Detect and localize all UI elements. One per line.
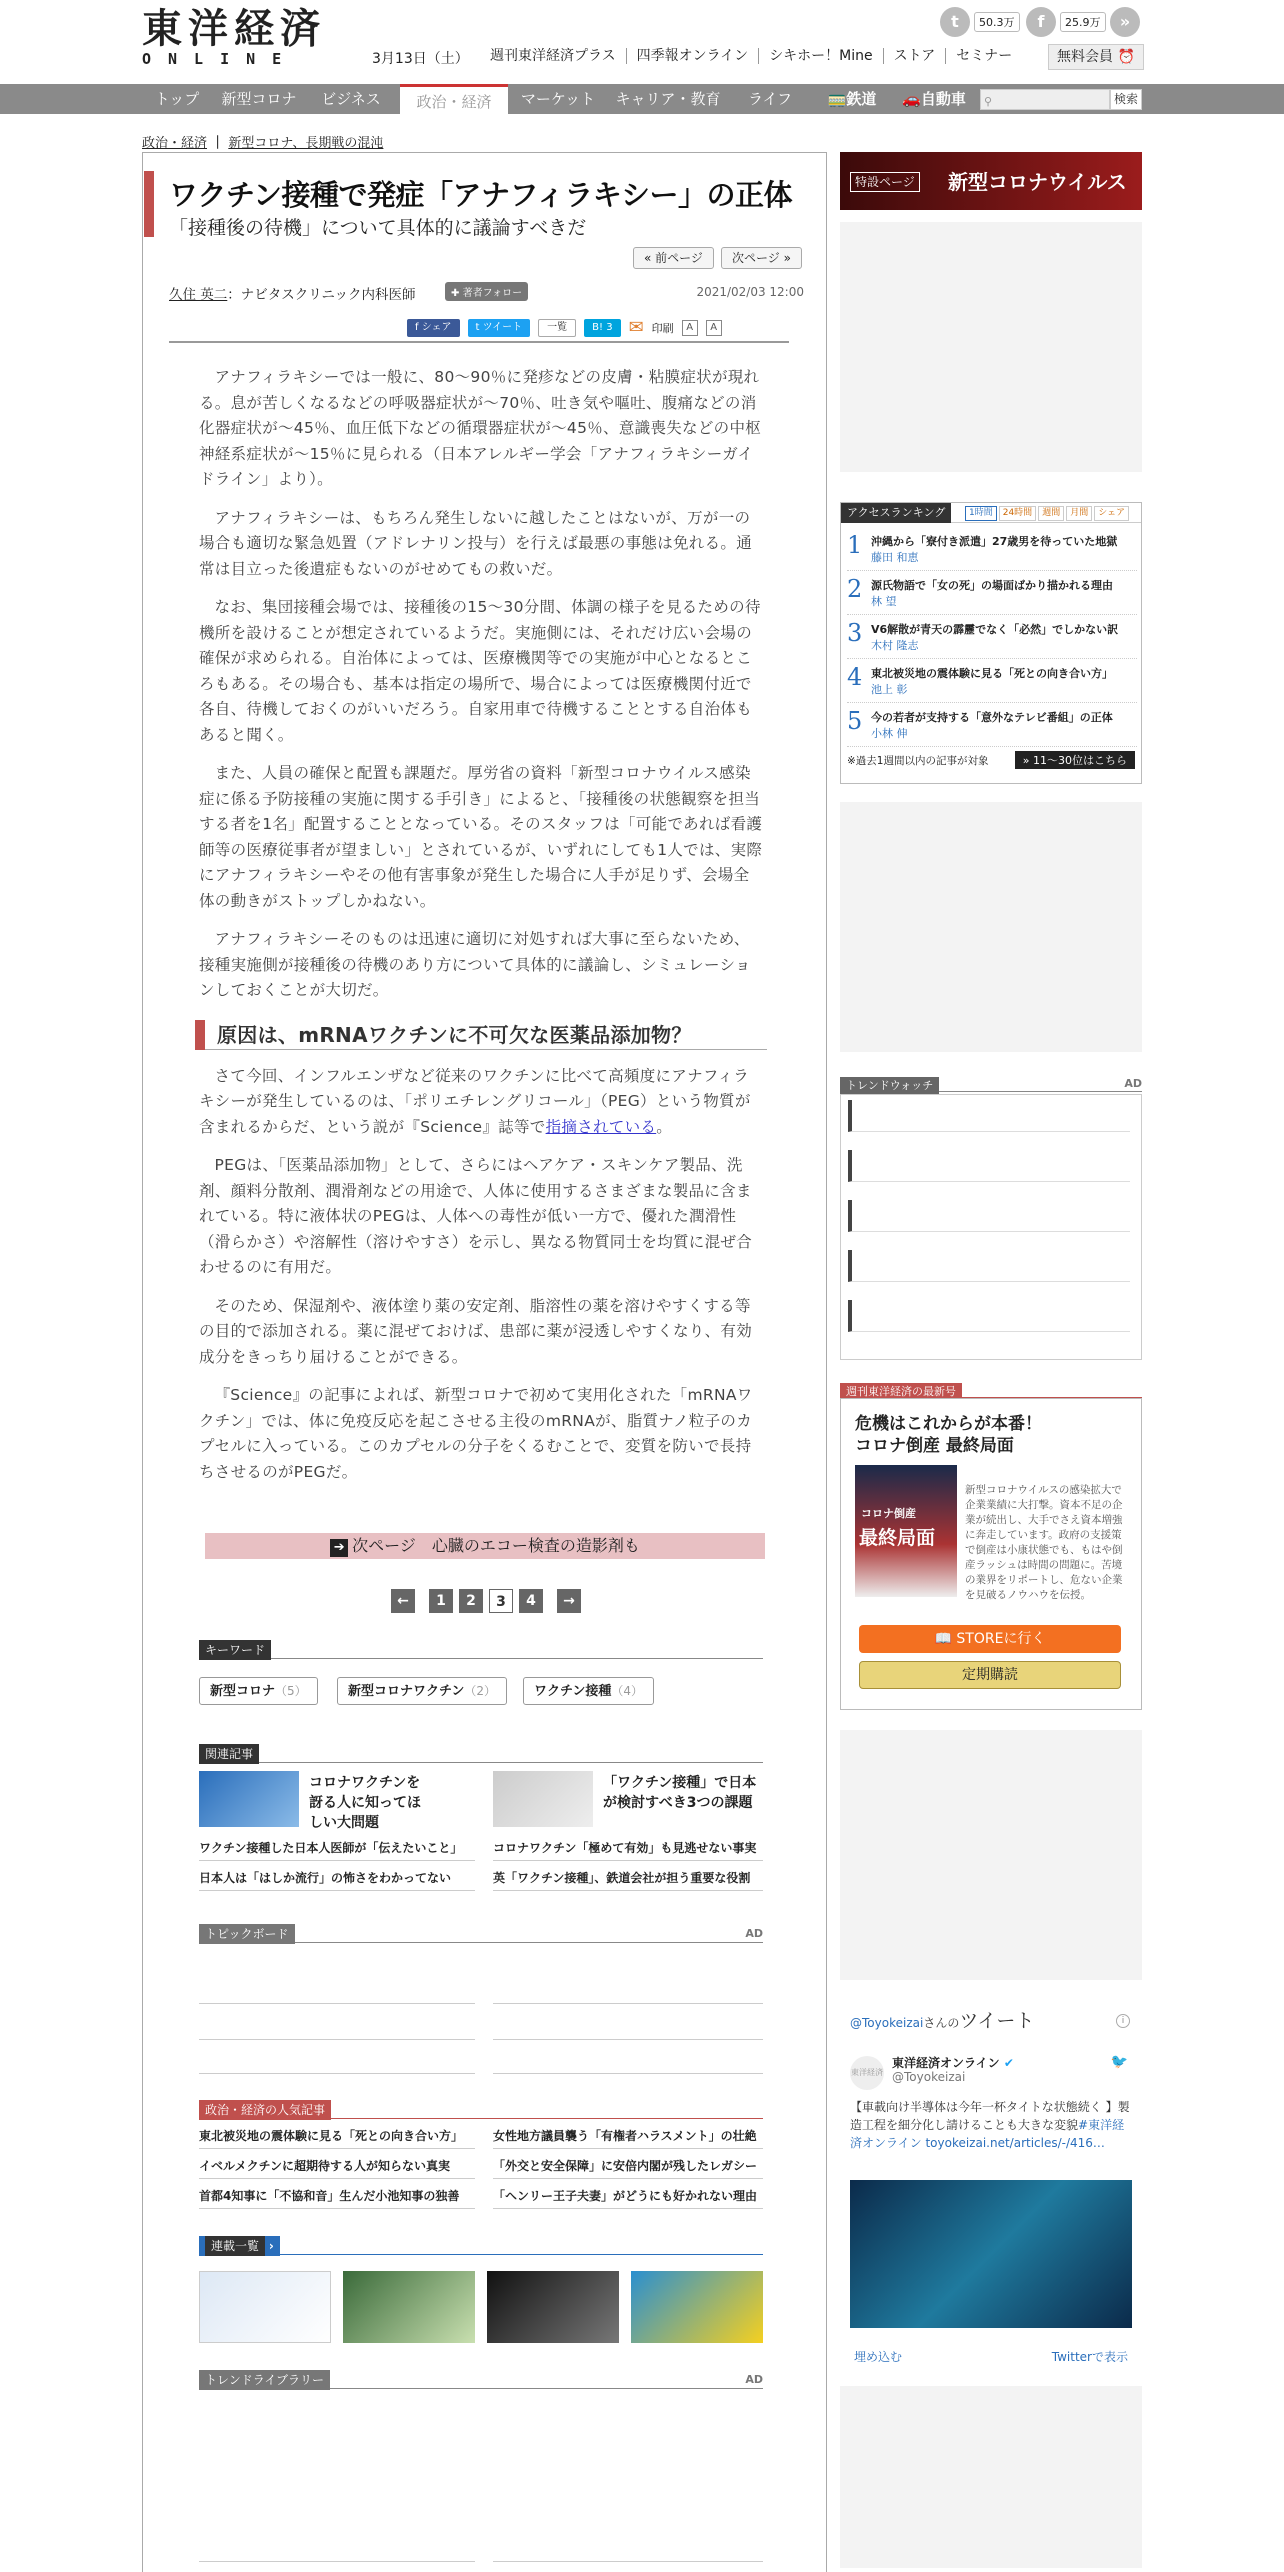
site-header [0, 0, 1284, 84]
related-card-title[interactable]: コロナワクチンを訝る人に知ってほしい大問題 [309, 1775, 421, 1831]
mail-icon[interactable]: ✉ [628, 317, 644, 338]
article-subtitle: 「接種後の待機」について具体的に議論すべきだ [169, 217, 587, 239]
tweet-body: 【車載向け半導体は今年一杯タイトな状態続く 】製造工程を細分化し請けることも大きな変貌 [850, 2100, 1130, 2132]
rank-number: 5 [847, 707, 863, 735]
ranking-more-button[interactable]: » 11～30位はこちら [1015, 751, 1135, 769]
author-role: ：ナビタスクリニック内科医師 [227, 287, 416, 303]
rss-link[interactable] [1110, 6, 1140, 38]
keyword-tag[interactable] [199, 1677, 318, 1705]
paragraph-text: 。 [656, 1117, 673, 1136]
train-icon: 🚃 [827, 90, 847, 108]
paragraph-text: さて今回、インフルエンザなど従来のワクチンに比べて高頻度にアナフィラキシーが発生しているのは、「ポリエチレングリコール」（PEG）という物質が含まれるからだ、という説が『Science』誌等で [199, 1066, 751, 1136]
rank-title: 東北被災地の震体験に見る「死との向き合い方」 [871, 667, 1113, 680]
search-icon: ⚲ [984, 95, 993, 108]
avatar[interactable]: 東洋経済 [850, 2056, 884, 2090]
divider [493, 2073, 763, 2074]
series-thumbnail[interactable] [487, 2271, 619, 2343]
ranking-item[interactable] [847, 659, 1137, 703]
view-on-twitter-link[interactable]: Twitterで表示 [1051, 2350, 1128, 2364]
related-link[interactable]: ワクチン接種した日本人医師が「伝えたいこと」 [199, 1839, 475, 1861]
nav-car-label: 自動車 [920, 90, 966, 108]
keyword-count: （2） [464, 1684, 496, 1698]
keyword-name: 新型コロナワクチン [348, 1684, 465, 1699]
divider [169, 341, 789, 343]
popular-link[interactable]: 「ヘンリー王子夫妻」がどうにも好かれない理由 [493, 2187, 763, 2209]
embed-link[interactable]: 埋め込む [854, 2350, 903, 2364]
tweet-account-name[interactable] [892, 2054, 1014, 2071]
breadcrumb-link[interactable]: 政治・経済 [142, 136, 208, 151]
top-link[interactable]: ストア [883, 48, 946, 64]
twitter-handle-link[interactable]: @Toyokeizai [850, 2016, 924, 2030]
ranking-footnote: ※過去1週間以内の記事が対象 [847, 755, 989, 767]
covid-banner-title: 新型コロナウイルス [948, 170, 1127, 194]
twitter-timeline-label: ツイート [959, 2010, 1035, 2032]
divider [493, 2039, 763, 2040]
ranking-tab[interactable]: 週間 [1038, 506, 1064, 521]
rank-title: 源氏物語で「女の死」の場面ばかり描かれる理由 [871, 579, 1113, 592]
ranking-item[interactable] [847, 571, 1137, 615]
hatena-count: 3 [606, 321, 613, 333]
twitter-handle-suffix: さんの [923, 2016, 960, 2030]
rss-icon: » [1110, 7, 1140, 37]
divider [493, 2561, 763, 2562]
divider [199, 2561, 475, 2562]
cover-text: コロナ倒産 [861, 1507, 916, 1520]
ranking-tab[interactable]: 1時間 [965, 506, 997, 521]
keyword-count: （5） [275, 1684, 307, 1698]
magazine-cover[interactable] [855, 1465, 957, 1597]
pager-current-page: 3 [489, 1589, 513, 1613]
trendwatch-item[interactable] [848, 1250, 1130, 1282]
inline-link[interactable]: 指摘されている [545, 1117, 657, 1136]
pager-page[interactable]: 4 [519, 1589, 543, 1613]
related-link[interactable]: 英「ワクチン接種」、鉄道会社が担う重要な役割 [493, 1869, 763, 1891]
author-name[interactable]: 久住 英二 [169, 287, 228, 303]
rank-author: 藤田 和恵 [871, 551, 919, 564]
book-icon: 📖 [934, 1631, 952, 1647]
article-column [142, 152, 827, 2572]
popular-link[interactable]: イベルメクチンに超期待する人が知らない真実 [199, 2157, 475, 2179]
pager-page[interactable]: 1 [429, 1589, 453, 1613]
main-nav [0, 84, 1284, 114]
ranking-title: アクセスランキング [841, 503, 951, 523]
member-button[interactable] [1048, 44, 1144, 70]
twitter-icon: t [475, 321, 483, 333]
font-large-button[interactable]: A [706, 320, 722, 336]
rank-number: 2 [847, 575, 863, 603]
title-accent-bar [144, 171, 154, 237]
magazine-headline [855, 1413, 1042, 1457]
member-label: 無料会員 [1057, 49, 1113, 65]
logo-sub-text: ONLINE [142, 50, 299, 68]
topicboard-title: トピックボード [199, 1924, 295, 1944]
keyword-tag[interactable] [337, 1677, 507, 1705]
article-paragraph: なお、集団接種会場では、接種後の15～30分間、体調の様子を見るための待機所を設けることが想定されているようだ。実施側には、それだけ広い会場の確保が求められる。自治体によっては、医療機関等での実施が中心となるところもある。その場合も、基本は指定の場所で、場合によっては医療機関付近で各自、待機しておくのがいいだろう。自家用車で待機することとする自治体もあると聞く。 [199, 598, 761, 744]
topicboard-header [199, 1923, 763, 1943]
series-header [199, 2235, 763, 2255]
magazine-headline-1: 危機はこれからが本番！ [855, 1414, 1042, 1434]
share-list-button[interactable]: 一覧 [538, 319, 576, 337]
breadcrumb-link[interactable]: 新型コロナ、長期戦の混沌 [228, 136, 384, 151]
rank-title: V6解散が青天の霹靂でなく「必然」でしかない訳 [871, 623, 1119, 636]
trendwatch-title: トレンドウォッチ [840, 1077, 939, 1095]
divider [199, 2003, 475, 2004]
alarm-clock-icon: ⏰ [1117, 49, 1135, 65]
article-paragraph [199, 1064, 763, 1141]
section-heading: 原因は、mRNAワクチンに不可欠な医薬品添加物？ [195, 1020, 767, 1050]
hatena-bookmark-button[interactable] [584, 319, 620, 337]
series-thumbnail[interactable] [199, 2271, 331, 2343]
top-links [490, 48, 1022, 64]
logo-main-text: 東洋経済 [142, 5, 326, 52]
ranking-item[interactable] [847, 615, 1137, 659]
related-link[interactable]: コロナワクチン「極めて有効」も見逃せない事実 [493, 1839, 763, 1861]
rank-author: 木村 隆志 [871, 639, 919, 652]
series-title-label: 連載一覧 [205, 2236, 265, 2256]
magazine-label: 週刊東洋経済の最新号 [840, 1383, 962, 1401]
rank-title: 沖縄から「寮付き派遣」27歳男を待っていた地獄 [871, 535, 1118, 548]
next-page-link[interactable] [205, 1533, 765, 1559]
tweet-text [850, 2098, 1132, 2152]
top-link[interactable]: シキホー！Mine [758, 48, 882, 64]
access-ranking [840, 502, 1142, 784]
ad-label: AD [1124, 1077, 1142, 1090]
popular-title: 政治・経済の人気記事 [199, 2100, 331, 2120]
keywords-header [199, 1639, 763, 1659]
trendwatch-item[interactable] [848, 1200, 1130, 1232]
pager-page[interactable]: 2 [459, 1589, 483, 1613]
hatena-icon: B! [592, 321, 607, 333]
related-thumbnail[interactable] [199, 1771, 299, 1827]
top-link[interactable]: 週刊東洋経済プラス [490, 48, 616, 64]
fb-share-label: シェア [421, 321, 452, 333]
ranking-tab[interactable]: シェア [1094, 506, 1129, 521]
ad-label: AD [745, 2373, 763, 2386]
keyword-name: 新型コロナ [210, 1684, 276, 1699]
twitter-share-button[interactable] [468, 319, 531, 337]
facebook-count: 25.9万 [1060, 12, 1106, 32]
print-button[interactable]: 印刷 [651, 321, 674, 335]
store-label: STOREに行く [956, 1631, 1046, 1647]
article-paragraph: アナフィラキシーは、もちろん発生しないに越したことはないが、万が一の場合も適切な緊急処置（アドレナリン投与）を行えば最悪の事態は免れる。通常は目立った後遺症もないのがせめてもの救いだ。 [199, 508, 753, 578]
search-button[interactable]: 検索 [1110, 89, 1142, 110]
magazine-box [840, 1398, 1142, 1710]
next-page-button[interactable]: 次ページ » [721, 247, 802, 269]
magazine-header [840, 1380, 1142, 1398]
account-name-text: 東洋経済オンライン [892, 2056, 1000, 2070]
twitter-count: 50.3万 [974, 12, 1020, 32]
article-title: ワクチン接種で発症「アナフィラキシー」の正体 [169, 178, 792, 212]
follow-label: 著者フォロー [462, 288, 523, 299]
divider [493, 2003, 763, 2004]
series-title[interactable] [199, 2236, 280, 2256]
nav-item-covid[interactable]: 新型コロナ [221, 90, 297, 108]
popular-link[interactable]: 「外交と安全保障」に安倍内閣が残したレガシー [493, 2157, 763, 2179]
twitter-timeline-header [850, 2006, 1034, 2033]
current-date: 3月13日（土） [372, 51, 469, 67]
tweet-handle[interactable]: @Toyokeizai [892, 2070, 966, 2084]
magazine-headline-2: コロナ倒産 最終局面 [855, 1436, 1014, 1456]
facebook-share-button[interactable] [407, 319, 460, 337]
nav-item-top[interactable]: トップ [154, 90, 200, 108]
ranking-tab[interactable]: 月間 [1066, 506, 1092, 521]
tweet-image[interactable] [850, 2180, 1132, 2328]
top-link[interactable]: 四季報オンライン [626, 48, 759, 64]
site-logo[interactable] [142, 5, 332, 70]
rank-number: 1 [847, 531, 863, 559]
font-small-button[interactable]: A [682, 320, 698, 336]
nav-item-life[interactable]: ライフ [747, 90, 793, 108]
keyword-count: （4） [611, 1684, 643, 1698]
related-card-title[interactable]: 「ワクチン接種」で日本が検討すべき3つの課題 [603, 1775, 757, 1811]
ranking-tab[interactable]: 24時間 [999, 506, 1036, 521]
divider [199, 2039, 475, 2040]
store-button[interactable] [859, 1625, 1121, 1653]
info-icon[interactable]: i [1116, 2014, 1130, 2028]
trendlibrary-title: トレンドライブラリー [199, 2370, 330, 2390]
verified-badge-icon: ✔ [1003, 2056, 1014, 2070]
author-byline [169, 283, 416, 303]
nav-item-career[interactable]: キャリア・教育 [615, 90, 721, 108]
rank-author: 小林 伸 [871, 727, 908, 740]
keyword-tag[interactable] [523, 1677, 654, 1705]
keyword-name: ワクチン接種 [534, 1684, 612, 1699]
related-header [199, 1743, 763, 1763]
popular-link[interactable]: 女性地方議員襲う「有権者ハラスメント」の壮絶 [493, 2127, 763, 2149]
pager-prev-icon[interactable]: ← [391, 1589, 415, 1613]
twitter-timeline [840, 2000, 1142, 2370]
next-page-label: 次ページ 心臓のエコー検査の造影剤も [352, 1536, 640, 1555]
search-input[interactable] [980, 89, 1110, 110]
related-title: 関連記事 [199, 1744, 259, 1764]
prev-page-button[interactable]: « 前ページ [633, 247, 714, 269]
article-paragraph: PEGは、「医薬品添加物」として、さらにはヘアケア・スキンケア製品、洗剤、顔料分散剤、潤滑剤などの用途で、人体に使用するさまざまな製品に含まれている。特に液体状のPEGは、人体への毒性が低い一方で、優れた潤滑性（滑らかさ）や溶解性（溶けやすさ）を示し、異なる物質同士を均質に混ぜ合わせるのに有用だ。 [199, 1156, 753, 1276]
ranking-item[interactable] [847, 703, 1137, 747]
facebook-follow[interactable] [1026, 6, 1106, 38]
pager-next-icon[interactable]: → [557, 1589, 581, 1613]
article-paragraph: また、人員の確保と配置も課題だ。厚労省の資料「新型コロナウイルス感染症に係る予防接種の実施に関する手引き」によると、「接種後の状態観察を担当する者を1名」配置することとなっている。そのスタッフは「可能であれば看護師等の医療従事者が望ましい」とされているが、いずれにしても1人では、実際にアナフィラキシーやその他有害事象が発生した場合に人手が足りず、会場全体の動きがストップしかねない。 [199, 764, 763, 910]
tw-share-label: ツイート [482, 321, 523, 333]
article-paragraph: そのため、保湿剤や、液体塗り薬の安定剤、脂溶性の薬を溶けやすくする等の目的で添加される。薬に混ぜておけば、患部に薬が浸透しやすくなり、有効成分をきっちり届けることができる。 [199, 1296, 753, 1366]
nav-railway-label: 鉄道 [846, 90, 877, 108]
keywords-title: キーワード [199, 1640, 271, 1660]
popular-header [199, 2099, 763, 2119]
trendwatch-item[interactable] [848, 1300, 1130, 1332]
pagination [391, 1589, 581, 1613]
rank-number: 3 [847, 619, 863, 647]
nav-item-business[interactable]: ビジネス [321, 90, 381, 108]
nav-item-market[interactable]: マーケット [520, 90, 596, 108]
popular-link[interactable]: 首都4知事に「不協和音」生んだ小池知事の独善 [199, 2187, 475, 2209]
top-link[interactable]: セミナー [945, 48, 1022, 64]
article-paragraph: アナフィラキシーそのものは迅速に適切に対処すれば大事に至らないため、接種実施側が接種後の待機のあり方について具体的に議論し、シミュレーションしておくことが大切だ。 [199, 930, 751, 999]
car-icon: 🚗 [902, 90, 921, 108]
special-page-tag: 特設ページ [850, 172, 920, 192]
series-thumbnail[interactable] [631, 2271, 763, 2343]
rank-title: 今の若者が支持する「意外なテレビ番組」の正体 [871, 711, 1113, 724]
cover-text: 最終局面 [859, 1527, 936, 1549]
related-thumbnail[interactable] [493, 1771, 593, 1827]
trendwatch-header [840, 1074, 1142, 1092]
ad-placeholder [840, 802, 1142, 1052]
nav-item-car[interactable] [894, 84, 974, 114]
divider [199, 2073, 475, 2074]
plus-icon: ✚ [451, 288, 460, 299]
ad-placeholder [840, 1730, 1142, 1980]
article-body [199, 365, 763, 1498]
article-paragraph: 『Science』の記事によれば、新型コロナで初めて実用化された「mRNAワクチン」では、体に免疫反応を起こさせる主役のmRNAが、脂質ナノ粒子のカプセルに入っている。このカプセルの分子をくるむことで、変質を防いで長持ちさせるのがPEGだ。 [199, 1386, 753, 1481]
related-link[interactable]: 日本人は「はしか流行」の怖さをわかってない [199, 1869, 475, 1891]
arrow-right-icon: ➔ [330, 1539, 348, 1557]
twitter-bird-icon: 🐦 [1110, 2054, 1128, 2070]
ad-label: AD [745, 1927, 763, 1940]
ad-placeholder [840, 222, 1142, 472]
author-follow-button[interactable] [445, 282, 528, 301]
article-paragraph: アナフィラキシーでは一般に、80～90％に発疹などの皮膚・粘膜症状が現れる。息が苦しくなるなどの呼吸器症状が～70％、吐き気や嘔吐、腹痛などの消化器症状が～45％、血圧低下などの循環器症状が～45％、意識喪失などの中枢神経系症状が～15％に見られる（日本アレルギー学会「アナフィラキシーガイドライン」より）。 [199, 368, 762, 488]
rank-author: 池上 彰 [871, 683, 908, 696]
subscribe-button[interactable]: 定期購読 [859, 1661, 1121, 1689]
ad-placeholder [840, 2386, 1142, 2568]
covid-special-banner[interactable] [840, 152, 1142, 210]
twitter-icon: t [940, 7, 970, 37]
twitter-follow[interactable] [940, 6, 1020, 38]
trendlibrary-header [199, 2369, 763, 2389]
magazine-description: 新型コロナウイルスの感染拡大で企業業績に大打撃。資本不足の企業が続出し、大手でさえ資本増強に奔走しています。政府の支援策で倒産は小康状態でも、もはや倒産ラッシュは時間の問題に。苦境の業界をリポートし、危ない企業を見破るノウハウを伝授。 [965, 1484, 1123, 1601]
series-thumbnail[interactable] [343, 2271, 475, 2343]
breadcrumb-separator: ｜ [211, 136, 225, 151]
tweet-link[interactable]: #東洋経済オンライン toyokeizai.net/articles/-/416… [850, 2118, 1125, 2150]
popular-link[interactable]: 東北被災地の震体験に見る「死との向き合い方」 [199, 2127, 475, 2149]
facebook-icon: f [415, 321, 422, 333]
chevron-right-icon: › [268, 2239, 274, 2253]
nav-item-politics[interactable]: 政治・経済 [400, 84, 508, 114]
trendwatch-item[interactable] [848, 1150, 1130, 1182]
ranking-tabs [965, 506, 1129, 521]
rank-number: 4 [847, 663, 863, 691]
nav-item-railway[interactable] [812, 84, 892, 114]
share-bar [407, 317, 722, 338]
publish-date: 2021/02/03 12:00 [696, 285, 804, 299]
trendwatch-item[interactable] [848, 1100, 1130, 1132]
ranking-header [841, 503, 1141, 523]
ranking-item[interactable] [847, 527, 1137, 571]
rank-author: 林 望 [871, 595, 897, 608]
breadcrumb [142, 132, 383, 151]
facebook-icon: f [1026, 7, 1056, 37]
